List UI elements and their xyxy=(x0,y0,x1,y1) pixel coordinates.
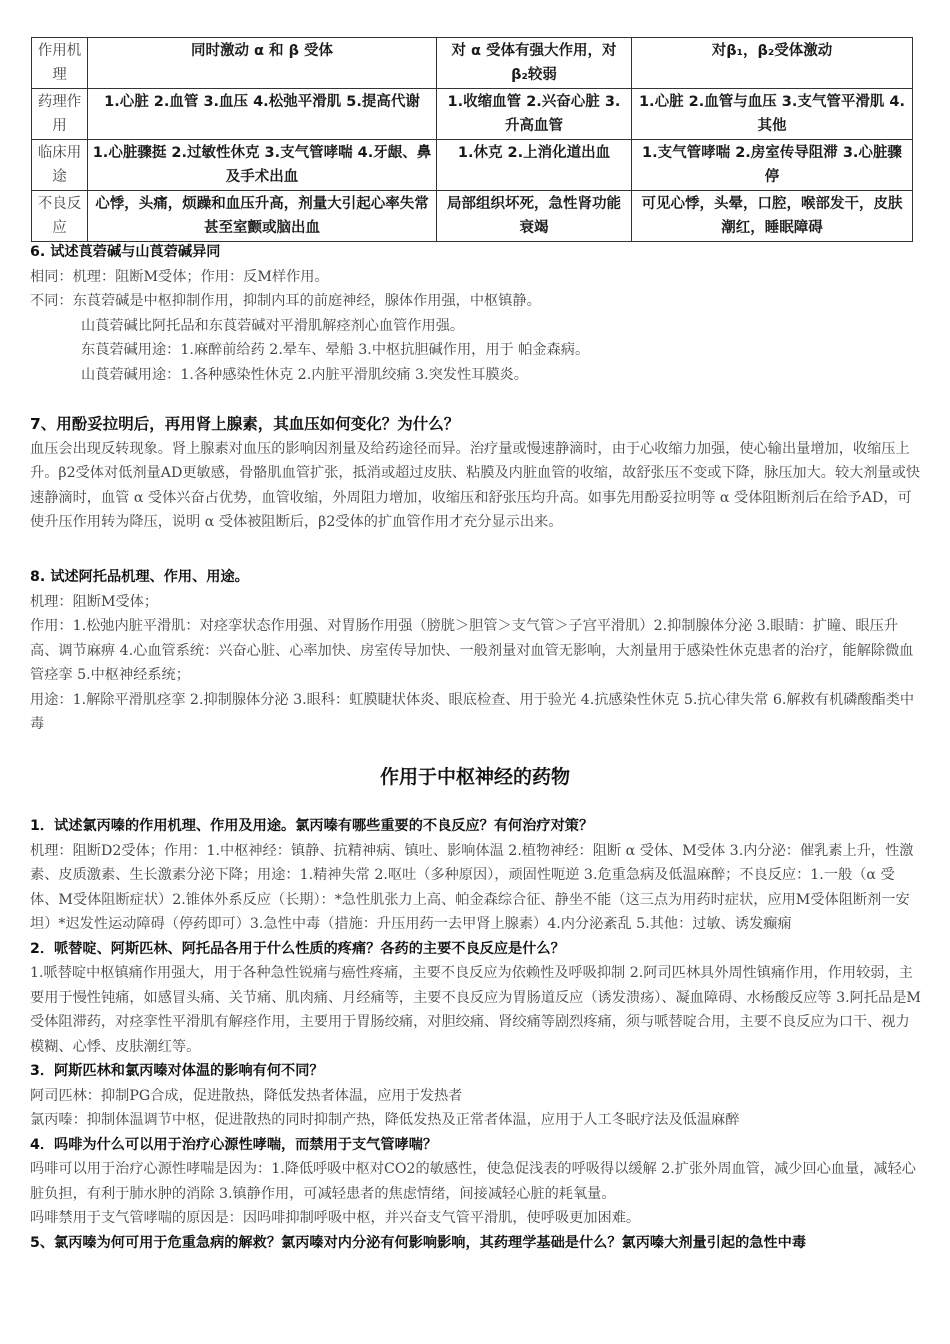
row-header: 临床用途 xyxy=(32,140,88,191)
table-cell: 1.心脏 2.血管与血压 3.支气管平滑肌 4.其他 xyxy=(632,89,913,140)
paragraph: 山莨菪碱比阿托品和东莨菪碱对平滑肌解痉剂心血管作用强。 xyxy=(81,317,465,334)
question-heading: 6. 试述莨菪碱与山莨菪碱异同 xyxy=(30,244,221,260)
paragraph: 用途：1.解除平滑肌痉挛 2.抑制腺体分泌 3.眼科：虹膜睫状体炎、眼底检查、用于验光 4.抗感染性休克 5.抗心律失常 6.解救有机磷酸酯类中毒 xyxy=(30,691,915,732)
drug-comparison-table xyxy=(31,37,913,242)
question-6-block xyxy=(30,240,922,387)
paragraph: 阿司匹林：抑制PG合成，促进散热，降低发热者体温，应用于发热者 xyxy=(30,1087,463,1104)
question-heading: 2．哌替啶、阿斯匹林、阿托品各用于什么性质的疼痛？各药的主要不良反应是什么？ xyxy=(30,940,565,957)
table-row xyxy=(32,89,913,140)
question-heading: 5、氯丙嗪为何可用于危重急病的解救？氯丙嗪对内分泌有何影响影响，其药理学基础是什么？氯丙嗪大剂量引起的急性中毒 xyxy=(30,1234,807,1251)
paragraph: 血压会出现反转现象。肾上腺素对血压的影响因剂量及给药途径而异。治疗量或慢速静滴时，由于心收缩力加强，使心输出量增加，收缩压上升。β2受体对低剂量AD更敏感，骨骼肌血管扩张，抵消或超过皮肤、粘膜及内脏血管的收缩，故舒张压不变或下降，脉压加大。较大剂量或快速静滴时，血管 α 受体兴奋占优势，血管收缩，外周阻力增加，收缩压和舒张压均升高。如事先用酚妥拉明等 α 受体阻断剂后在给予AD，可使升压作用转为降压，说明 α 受体被阻断后，β2受体的扩血管作用才充分显示出来。 xyxy=(30,440,921,530)
paragraph: 不同：东莨菪碱是中枢抑制作用，抑制内耳的前庭神经，腺体作用强，中枢镇静。 xyxy=(30,293,541,309)
question-heading: 1．试述氯丙嗪的作用机理、作用及用途。氯丙嗪有哪些重要的不良反应？有何治疗对策？ xyxy=(30,818,594,834)
question-heading: 8. 试述阿托品机理、作用、用途。 xyxy=(30,569,249,585)
row-header: 作用机理 xyxy=(32,38,88,89)
paragraph: 东莨菪碱用途：1.麻醉前给药 2.晕车、晕船 3.中枢抗胆碱作用，用于 帕金森病。 xyxy=(81,342,590,358)
question-heading: 4．吗啡为什么可以用于治疗心源性哮喘，而禁用于支气管哮喘？ xyxy=(30,1136,438,1153)
table-cell: 1.心脏 2.血管 3.血压 4.松弛平滑肌 5.提高代谢 xyxy=(88,89,437,140)
question-7-block xyxy=(30,412,922,535)
question-heading: 3．阿斯匹林和氯丙嗪对体温的影响有何不同？ xyxy=(30,1063,324,1079)
table-cell: 1.收缩血管 2.兴奋心脏 3.升高血管 xyxy=(437,89,632,140)
cns-questions-block xyxy=(30,814,922,1255)
paragraph: 吗啡可以用于治疗心源性哮喘是因为：1.降低呼吸中枢对CO2的敏感性，使急促浅表的呼吸得以缓解 2.扩张外周血管，减少回心血量，减轻心脏负担，有利于肺水肿的消除 3.镇静作用，可减轻患者的焦虑情绪，间接减轻心脏的耗氧量。 xyxy=(30,1161,916,1202)
section-title: 作用于中枢神经的药物 xyxy=(379,766,570,788)
table-cell: 1.支气管哮喘 2.房室传导阻滞 3.心脏骤停 xyxy=(632,140,913,191)
table-row xyxy=(32,191,913,242)
paragraph: 作用：1.松弛内脏平滑肌：对痉挛状态作用强、对胃肠作用强（膀胱＞胆管＞支气管＞子宫平滑肌）2.抑制腺体分泌 3.眼睛：扩瞳、眼压升高、调节麻痹 4.心血管系统：兴奋心脏、心率加快、房室传导加快、一般剂量对血管无影响，大剂量用于感染性休克患者的治疗，能解除微血管痉挛 5.中枢神经系统； xyxy=(30,618,914,683)
table-cell: 对 α 受体有强大作用，对 β₂较弱 xyxy=(437,38,632,89)
question-8-block xyxy=(30,565,922,737)
paragraph: 山莨菪碱用途：1.各种感染性休克 2.内脏平滑肌绞痛 3.突发性耳膜炎。 xyxy=(81,366,528,383)
table-cell: 对β₁，β₂受体激动 xyxy=(632,38,913,89)
table-cell: 心悸，头痛，烦躁和血压升高，剂量大引起心率失常甚至室颤或脑出血 xyxy=(88,191,437,242)
paragraph: 吗啡禁用于支气管哮喘的原因是：因吗啡抑制呼吸中枢，并兴奋支气管平滑肌，使呼吸更加困难。 xyxy=(30,1210,641,1226)
paragraph: 机理：阻断M受体； xyxy=(30,593,159,610)
table-row xyxy=(32,140,913,191)
table-cell: 1.休克 2.上消化道出血 xyxy=(437,140,632,191)
question-heading: 7、用酚妥拉明后，再用肾上腺素，其血压如何变化？为什么？ xyxy=(30,415,460,433)
table-cell: 同时激动 α 和 β 受体 xyxy=(88,38,437,89)
paragraph: 氯丙嗪：抑制体温调节中枢，促进散热的同时抑制产热，降低发热及正常者体温，应用于人工冬眠疗法及低温麻醉 xyxy=(30,1112,740,1128)
row-header: 不良反应 xyxy=(32,191,88,242)
table-cell: 局部组织坏死，急性肾功能衰竭 xyxy=(437,191,632,242)
paragraph: 相同：机理：阻断M受体；作用：反M样作用。 xyxy=(30,268,329,285)
table-row xyxy=(32,38,913,89)
paragraph: 1.哌替啶中枢镇痛作用强大，用于各种急性锐痛与癌性疼痛，主要不良反应为依赖性及呼吸抑制 2.阿司匹林具外周性镇痛作用，作用较弱，主要用于慢性钝痛，如感冒头痛、关节痛、肌肉痛、月经痛等，主要不良反应为胃肠道反应（诱发溃疡）、凝血障碍、水杨酸反应等 3.阿托品是M受体阻滞药，对痉挛性平滑肌有解痉作用，主要用于胃肠绞痛，对胆绞痛、肾绞痛等剧烈疼痛，须与哌替啶合用，主要不良反应为口干、视力模糊、心悸、皮肤潮红等。 xyxy=(30,965,921,1055)
table-cell: 1.心脏骤挺 2.过敏性休克 3.支气管哮喘 4.牙龈、鼻及手术出血 xyxy=(88,140,437,191)
row-header: 药理作用 xyxy=(32,89,88,140)
paragraph: 机理：阻断D2受体；作用：1.中枢神经：镇静、抗精神病、镇吐、影响体温 2.植物神经：阻断 α 受体、M受体 3.内分泌：催乳素上升，性激素、皮质激素、生长激素分泌下降；用途：1.精神失常 2.呕吐（多种原因），顽固性呃逆 3.危重急病及低温麻醉；不良反应：1.一般（α 受体、M受体阻断症状）2.锥体外系反应（长期）：*急性肌张力上高、帕金森综合征、静坐不能（这三点为用药时症状，应用M受体阻断剂一安坦）*迟发性运动障碍（停药即可）3.急性中毒（措施：升压用药一去甲肾上腺素）4.内分泌紊乱 5.其他：过敏、诱发癫痫 xyxy=(30,842,914,932)
table-cell: 可见心悸，头晕，口腔，喉部发干，皮肤潮红，睡眠障碍 xyxy=(632,191,913,242)
